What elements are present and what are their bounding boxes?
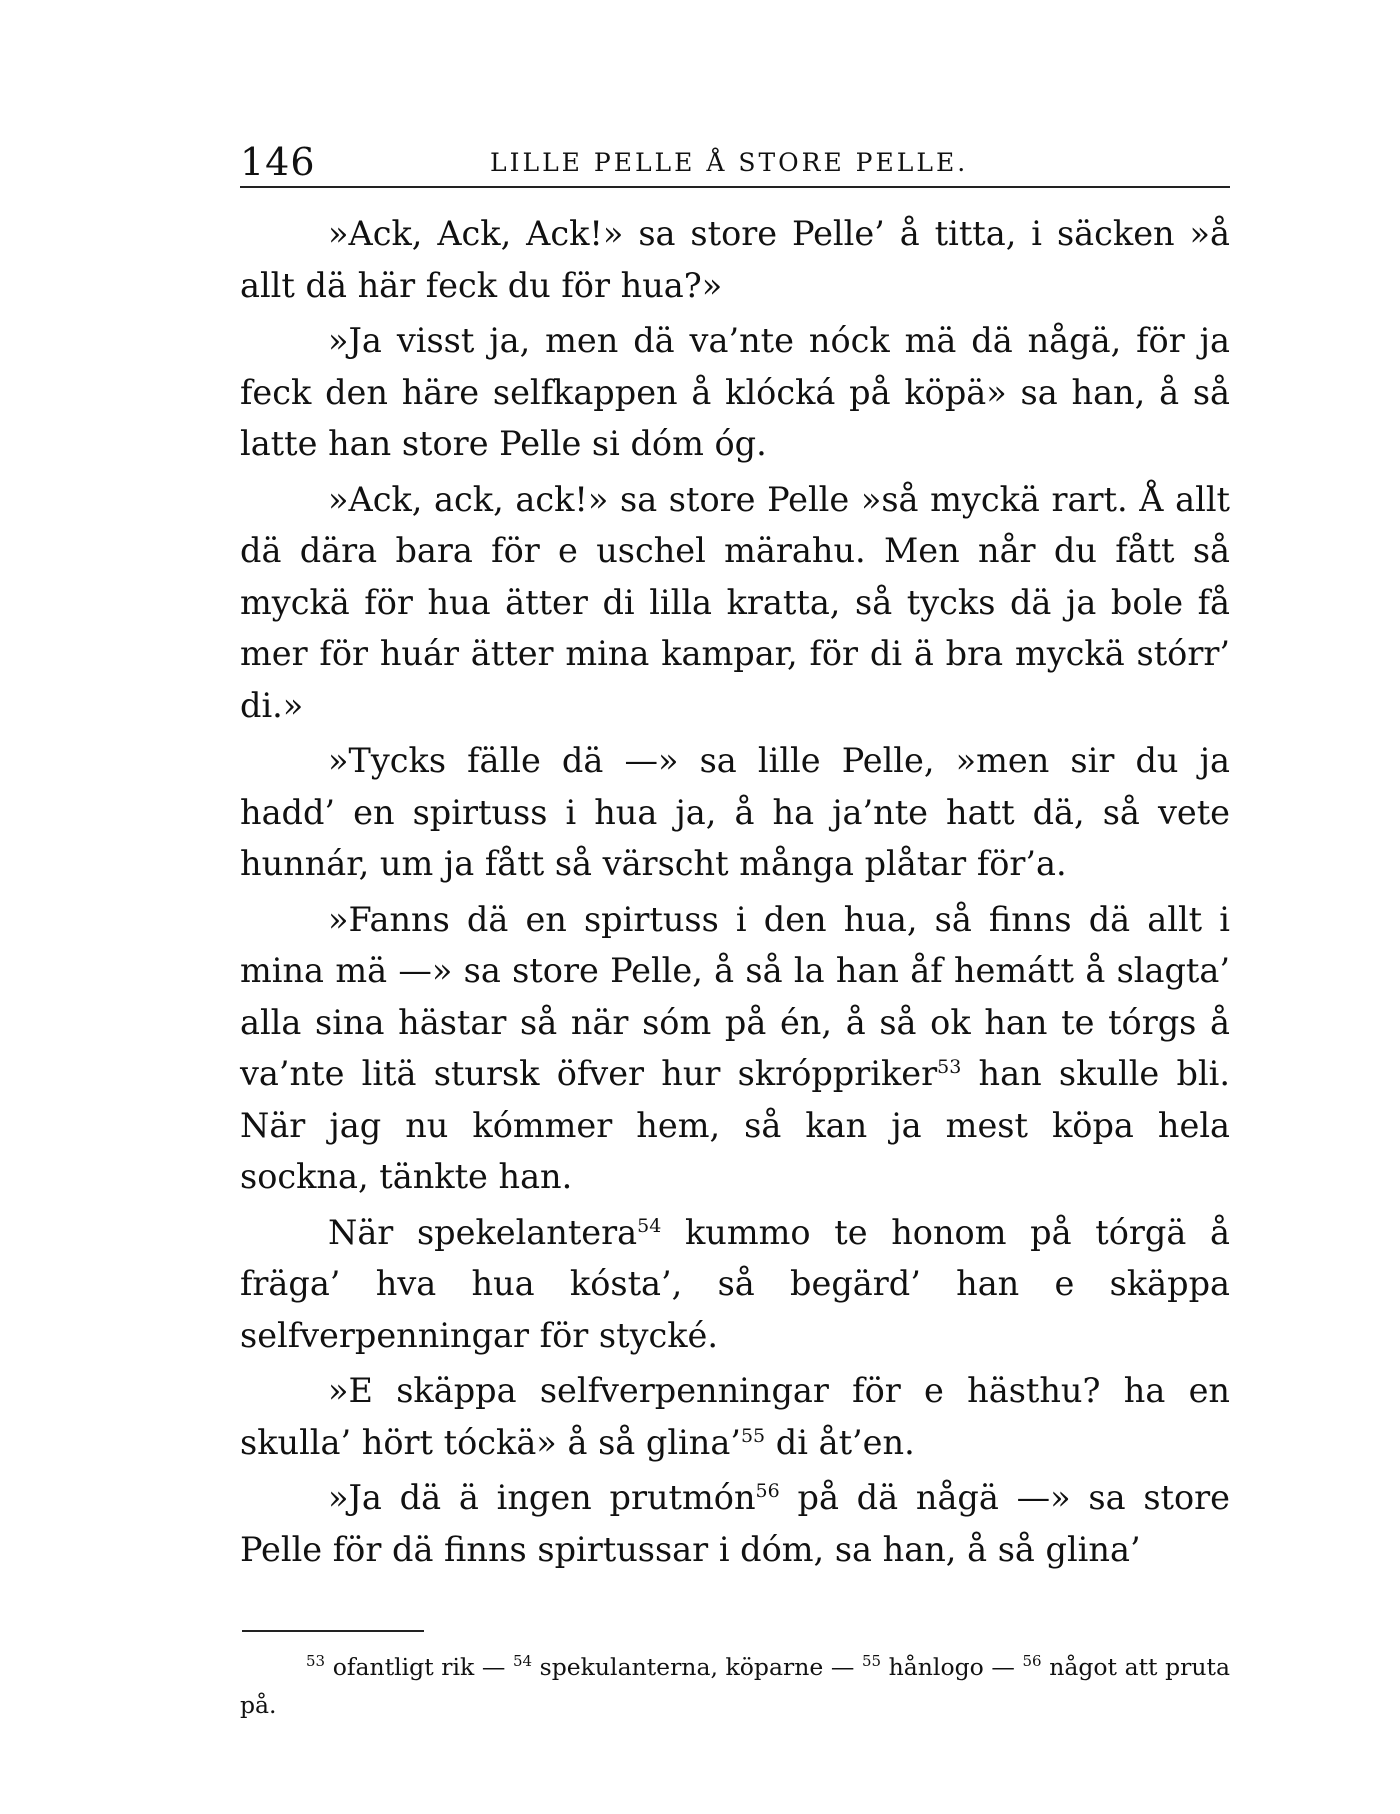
footnote-block — [240, 1648, 1230, 1724]
paragraph-text: »Ja visst ja, men dä va’nte nóck mä dä någä, för ja feck den häre selfkappen å klócká på köpä» sa han, å så latte han store Pelle si dóm óg. — [240, 321, 1230, 463]
footnote-number: 53 — [306, 1652, 326, 1671]
paragraph-text: »Ja dä ä ingen prutmón — [328, 1478, 756, 1517]
paragraph-text: »Fanns dä en spirtuss i den hua, så finns dä allt i mina mä —» sa store Pelle, å så la han åf hemátt å slagta’ alla sina hästar så när sóm på én, å så ok han te tórgs å va’nte litä stursk öfver hur skróppriker — [240, 899, 1230, 1093]
footnote-marker: 55 — [740, 1424, 766, 1447]
running-title: LILLE PELLE Å STORE PELLE. — [490, 148, 969, 177]
paragraph-text: »E skäppa selfverpenningar för e hästhu? ha en skulla’ hört tóckä» å så glina’ — [240, 1371, 1230, 1462]
body-text — [240, 208, 1230, 1579]
footnotes — [240, 1648, 1230, 1724]
paragraph-text: »Ack, Ack, Ack!» sa store Pelle’ å titta, i säcken »å allt dä här feck du för hua?» — [240, 214, 1230, 305]
paragraph — [240, 735, 1230, 890]
footnote-text: ofantligt rik — — [332, 1653, 506, 1681]
paragraph — [240, 1207, 1230, 1362]
footnote-text: spekulanterna, köparne — — [539, 1653, 855, 1681]
header-rule — [240, 186, 1230, 188]
footnote-text: hånlogo — — [888, 1653, 1015, 1681]
page-header — [240, 140, 1230, 184]
footnote-marker: 54 — [637, 1214, 662, 1237]
paragraph — [240, 1365, 1230, 1468]
paragraph — [240, 208, 1230, 311]
footnote-rule — [242, 1630, 424, 1632]
footnote-number: 54 — [512, 1652, 533, 1671]
paragraph — [240, 315, 1230, 470]
paragraph-text: kummo te honom på tórgä å fräga’ hva hua kósta’, så begärd’ han e skäppa selfverpenningar för stycké. — [240, 1212, 1230, 1355]
paragraph-text: När spekelantera — [328, 1212, 638, 1252]
paragraph-text: han skulle bli. När jag nu kómmer hem, så kan ja mest köpa hela sockna, tänkte han. — [240, 1054, 1230, 1196]
footnote-marker: 53 — [937, 1055, 962, 1078]
paragraph — [240, 474, 1230, 732]
footnote-number: 56 — [1022, 1652, 1042, 1671]
footnote-text: något att pruta på. — [240, 1653, 1230, 1719]
footnote-number: 55 — [861, 1652, 882, 1671]
page-number: 146 — [240, 140, 316, 184]
paragraph-text: »Tycks fälle dä —» sa lille Pelle, »men sir du ja hadd’ en spirtuss i hua ja, å ha ja’nte hatt dä, så vete hunnár, um ja fått så värscht många plåtar för’a. — [240, 741, 1230, 883]
paragraph-text: »Ack, ack, ack!» sa store Pelle »så myckä rart. Å allt dä dära bara för e uschel märahu. Men når du fått så myckä för hua ätter di lilla kratta, så tycks dä ja bole få mer för huár ätter mina kampar, för di ä bra myckä stórr’ di.» — [240, 479, 1230, 725]
footnote-marker: 56 — [755, 1479, 780, 1502]
paragraph-text: di åt’en. — [765, 1422, 915, 1462]
paragraph-text: på dä någä —» sa store Pelle för dä finns spirtussar i dóm, sa han, å så glina’ — [240, 1478, 1230, 1569]
paragraph — [240, 1472, 1230, 1575]
paragraph — [240, 894, 1230, 1203]
